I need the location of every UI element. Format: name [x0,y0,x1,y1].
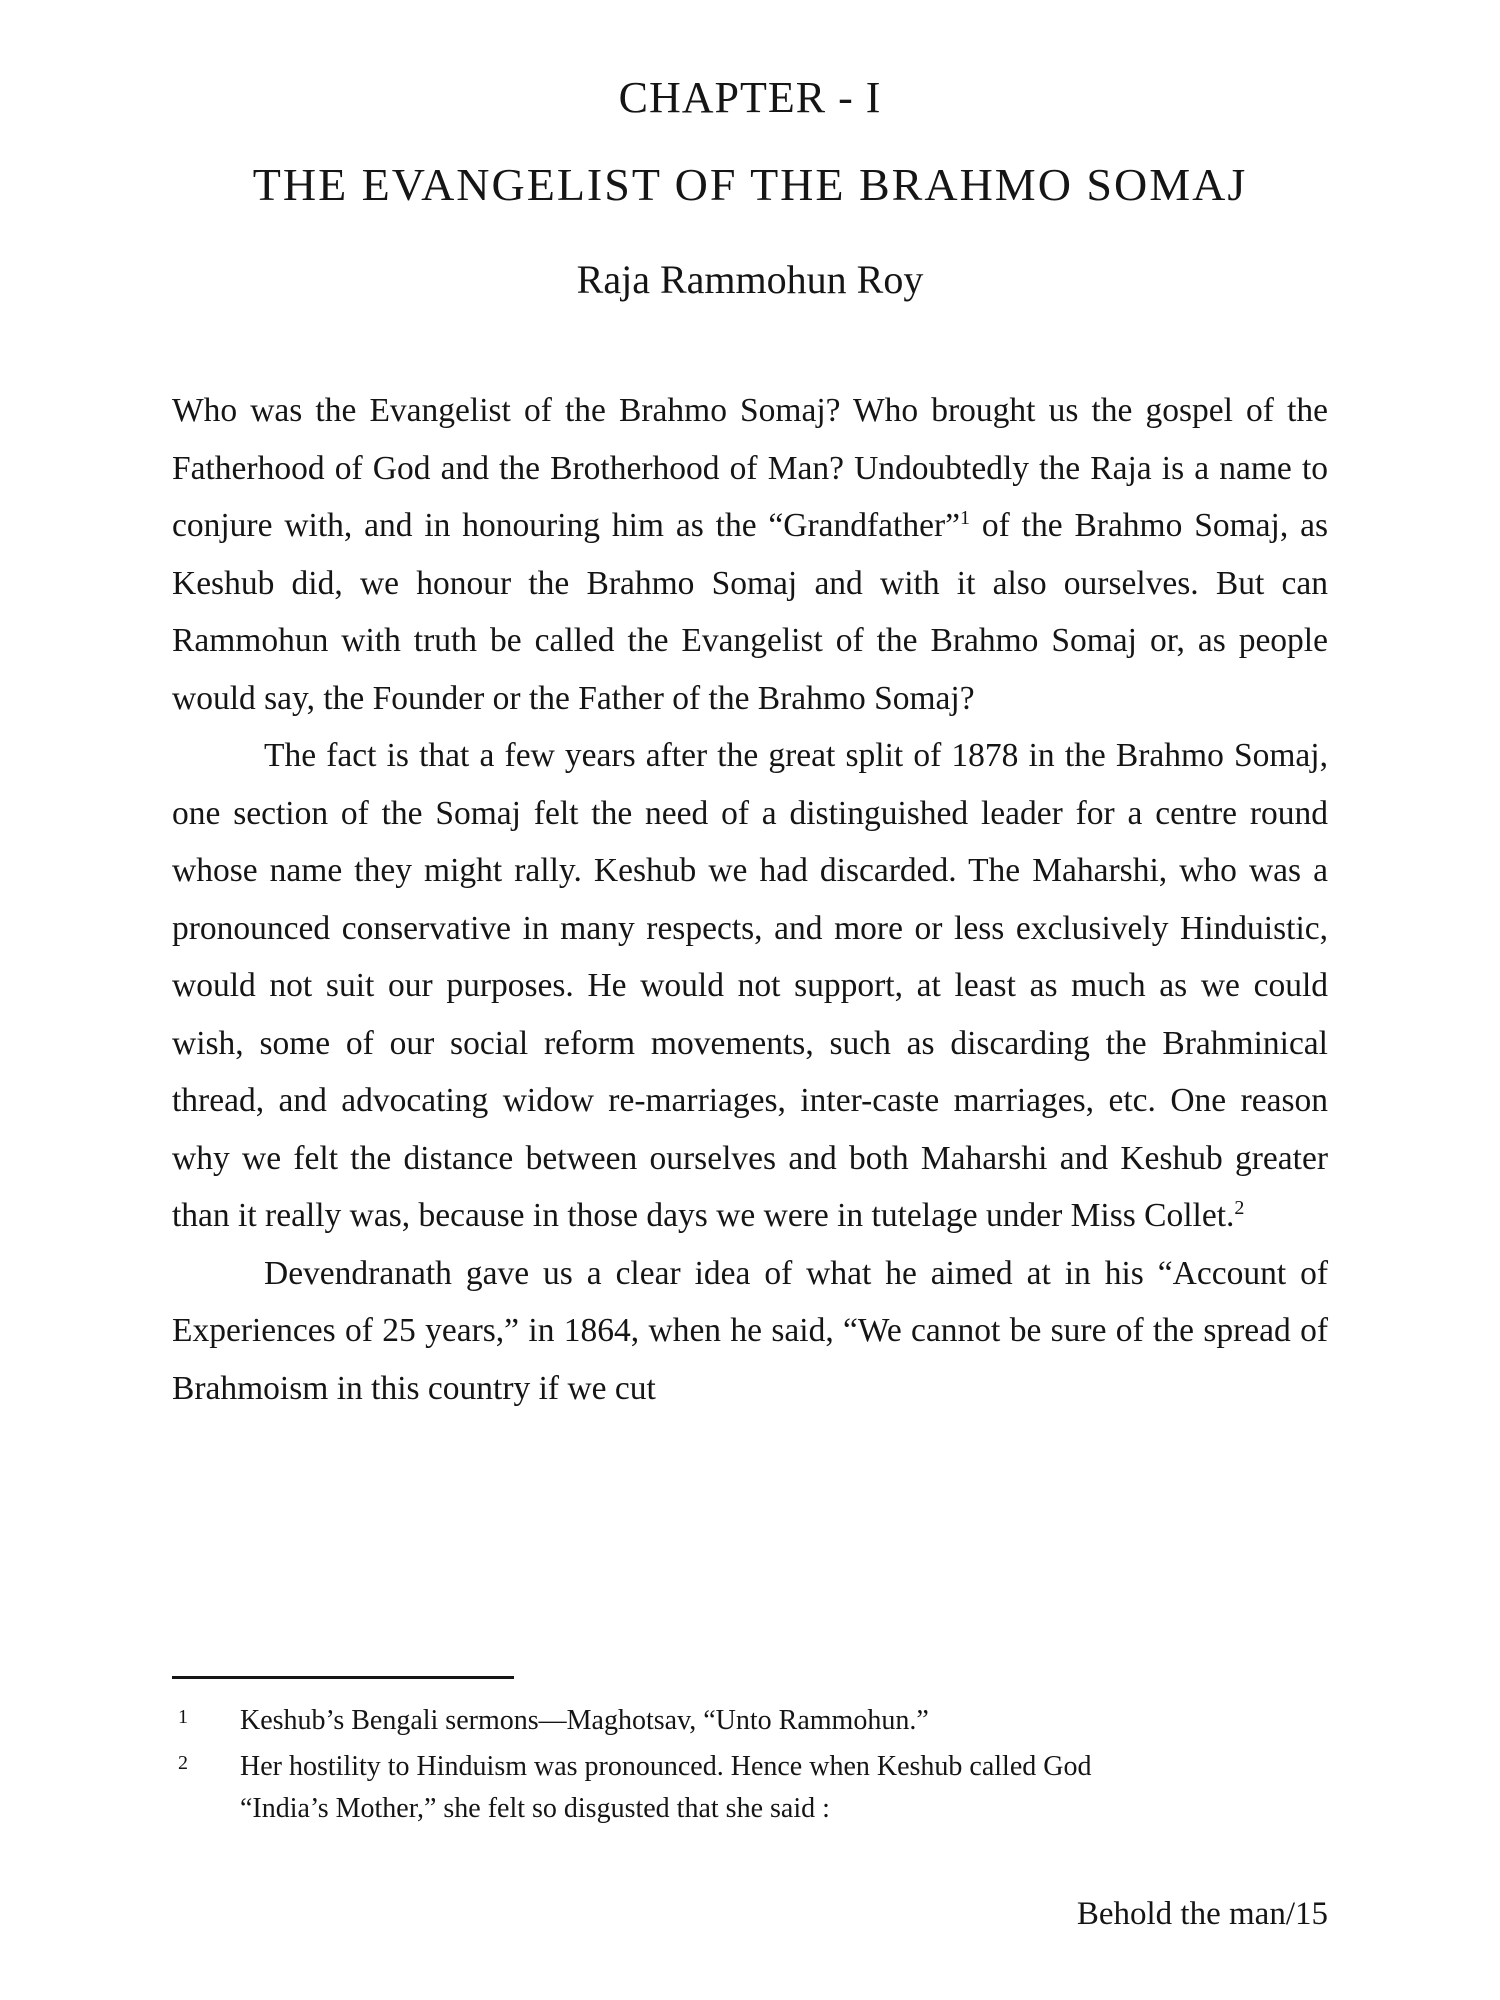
footnotes [172,1700,1328,1834]
footnote-1 [172,1700,1328,1742]
footnote-number: 2 [178,1752,188,1774]
chapter-subtitle: Raja Rammohun Roy [576,257,924,302]
footnote-text: Her hostility to Hinduism was pronounced. Hence when Keshub called God [240,1751,1092,1782]
paragraph-1-part-b: of the Brahmo Somaj, as Keshub did, we honour the Brahmo Somaj and with it also ourselves. But can Rammohun with truth be called the Evangelist of the Brahmo Somaj or, as people would say, the Founder or the Father of the Brahmo Somaj? [172,507,1329,717]
footnote-divider [172,1676,514,1679]
paragraph-1-part-a: Who was the Evangelist of the Brahmo Somaj? Who brought us the gospel of the Fatherhood of God and the Brotherhood of Man? Undoubtedly the Raja is a name to conjure with, and in honouring him as the “Grandfather” [172,392,1328,544]
paragraph-3: Devendranath gave us a clear idea of what he aimed at in his “Account of Experiences of 25 years,” in 1864, when he said, “We cannot be sure of the spread of Brahmoism in this country if we cut [172,1254,1328,1407]
running-footer: Behold the man/15 [1076,1896,1328,1932]
footnote-ref-1: 1 [960,506,970,529]
paragraph-2 [172,727,1328,1245]
footnote-number: 1 [178,1706,188,1728]
body-text [172,382,1328,1417]
footnote-text-continued: “India’s Mother,” she felt so disgusted that she said : [240,1793,830,1824]
paragraph-1 [172,382,1328,727]
chapter-title: THE EVANGELIST OF THE BRAHMO SOMAJ [252,159,1248,210]
footnote-text: Keshub’s Bengali sermons—Maghotsav, “Unto Rammohun.” [240,1705,929,1736]
footnote-ref-2: 2 [1234,1196,1245,1219]
paragraph-2-text: The fact is that a few years after the great split of 1878 in the Brahmo Somaj, one section of the Somaj felt the need of a distinguished leader for a centre round whose name they might rally. Keshub we had discarded. The Maharshi, who was a pronounced conservative in many respects, and more or less exclusively Hinduistic, would not suit our purposes. He would not support, at least as much as we could wish, some of our social reform movements, such as discarding the Brahminical thread, and advocating widow re-marriages, inter-caste marriages, etc. One reason why we felt the distance between ourselves and both Maharshi and Keshub greater than it really was, because in those days we were in tutelage under Miss Collet. [172,737,1328,1234]
chapter-label: CHAPTER - I [618,73,882,122]
footnote-2 [172,1746,1328,1830]
